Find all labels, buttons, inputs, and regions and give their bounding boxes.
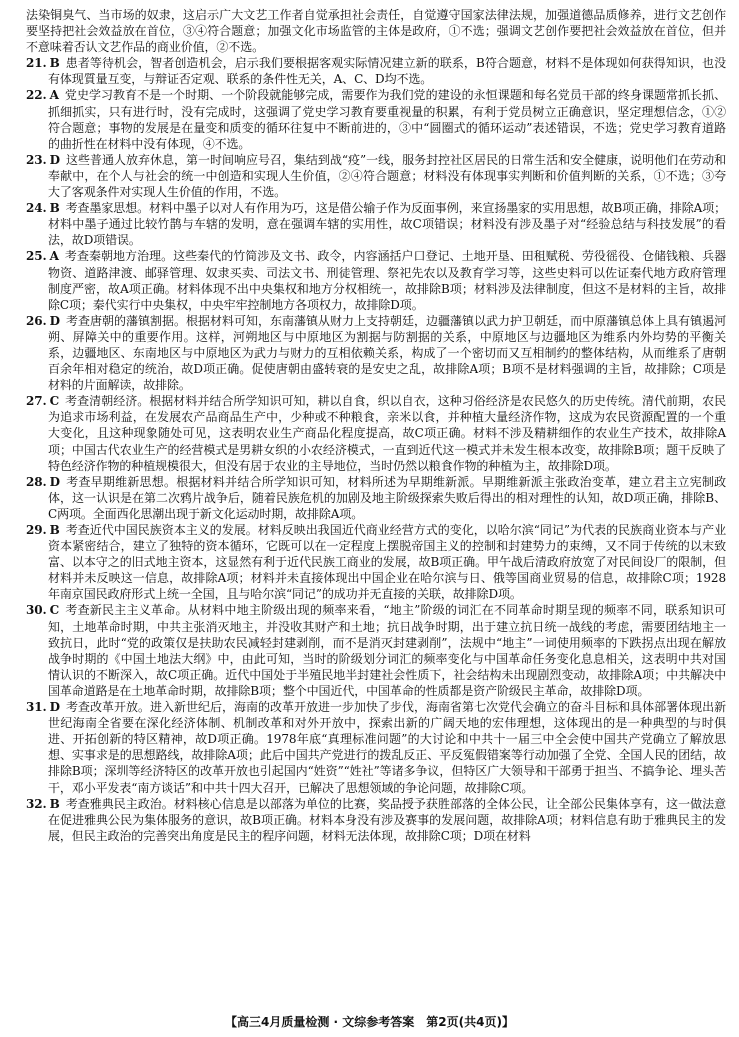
answer-item — [26, 248, 726, 312]
answer-letter: C — [49, 394, 60, 409]
question-number: 29. — [26, 523, 47, 537]
answer-letter: D — [49, 152, 60, 167]
explanation-text: 考查秦朝地方治理。这些秦代的竹简涉及文书、政令，内容涵括户口登记、土地开垦、田租赋税、劳役徭役、仓储钱粮、兵器物资、道路津渡、邮驿管理、奴隶买卖、司法文书、刑徒管理、祭祀先农以及教育学习等，这些史料可以佐证秦代地方政府管理制度严密，故A项正确。材料体现不出中央集权和地方分权相统一，故排除B项；材料涉及法律制度，但这不是材料的主旨，故排除C项；秦代实行中央集权，中央牢牢控制地方各项权力，故排除D项。 — [48, 249, 726, 312]
question-number: 25. — [26, 249, 47, 264]
question-number: 22. — [26, 88, 47, 103]
explanation-text: 考查新民主主义革命。从材料中地主阶级出现的频率来看，“地主”阶级的词汇在不同革命时期呈现的频率不同，联系知识可知，土地革命时期，中共主张消灭地主，并没收其财产和土地；抗日战争时期，出于建立抗日统一战线的考虑，需要团结地主一致抗日，此时“党的政策仅是扶助农民减轻封建剥削，而不是消灭封建剥削”，法规中“地主”一词使用频率的下跌拐点出现在解放战争时期的《中国土地法大纲》中，由此可知，当时的阶级划分词汇的频率变化与中国革命任务变化息息相关，这表明中共对国情认识的不断深入，故C项正确。近代中国处于半殖民地半封建社会性质下，社会结构未出现剧烈变动，故排除A项；中共解决中国革命道路是在土地革命时期，故排除B项；整个中国近代，中国革命的性质都是资产阶级民主革命，故排除D项。 — [48, 603, 726, 698]
question-number: 23. — [26, 152, 47, 167]
explanation-text: 考查近代中国民族资本主义的发展。材料反映出我国近代商业经营方式的变化，以哈尔滨“同记”为代表的民族商业资本与产业资本紧密结合，建立了独特的资本循环，它既可以在一定程度上摆脱帝国主义的控制和封建势力的束缚，又不同于传统的以末致富、以本守之的旧式地主资本，这显然有利于近代民族工商业的发展，故B项正确。甲午战后清政府放宽了对民间设厂的限制，但材料并未反映这一信息，故排除A项；材料并未直接体现出中国企业在哈尔滨与日、俄等国商业贸易的信息，故排除C项；1928年南京国民政府形式上统一全国，且与哈尔滨“同记”的成功并无直接的关联，故排除D项。 — [48, 523, 726, 602]
answer-item — [26, 313, 726, 393]
answer-item — [26, 87, 726, 151]
explanation-text: 党史学习教育不是一个时期、一个阶段就能够完成，需要作为我们党的建设的永恒课题和每名党员干部的终身课题常抓长抓、抓细抓实，只有进行时，没有完成时，这强调了党史学习教育要重视量的积累，有利于党员树立正确意识，坚定理想信念，①②符合题意；事物的发展是在量变和质变的循环往复中不断前进的，③中“圆圈式的循环运动”表述错误，不选；党史学习教育道路的曲折性在材料中没有体现，④不选。 — [48, 88, 726, 151]
question-number: 24. — [26, 201, 47, 216]
question-number: 26. — [26, 313, 47, 328]
answer-item — [26, 522, 726, 602]
explanation-text: 考查清朝经济。根据材料并结合所学知识可知，耕以自食，织以自衣，这种习俗经济是农民悠久的历史传统。清代前期，农民为追求市场利益，在发展农产品商品生产中，少种或不种粮食，亲米以食，并种植大量经济作物，这成为农民资源配置的一个重大变化，且这种现象随处可见，这表明农业生产商品化程度提高，故C项正确。材料不涉及精耕细作的农业生产技术，故排除A项；中国古代农业生产的经营模式是男耕女织的小农经济模式，一直到近代这一模式并未发生根本改变，故排除B项；题干反映了特色经济作物的种植规模很大，但没有居于农业的主导地位，当时仍然以粮食作物的种植为主，故排除D项。 — [48, 394, 726, 473]
answer-item — [26, 699, 726, 796]
question-number: 27. — [26, 394, 47, 409]
answer-item — [26, 796, 726, 844]
question-number: 21. — [26, 56, 47, 71]
answer-list — [26, 55, 726, 844]
answer-letter: D — [49, 474, 60, 489]
explanation-text: 考查唐朝的藩镇割据。根据材料可知，东南藩镇从财力上支持朝廷，边疆藩镇以武力护卫朝廷，而中原藩镇总体上具有镇遏河朔、屏障关中的重要作用。这样，河朔地区与中原地区为割据与防割据的关系，中原地区与边疆地区为维系内外均势的平衡关系，边疆地区、东南地区与中原地区为武力与财力的互相依赖关系，构成了一个密切而又互相制约的整体结构，从而维系了唐朝百余年相对稳定的统治，故D项正确。促使唐朝由盛转衰的是安史之乱，故排除A项；B项不是材料强调的主旨，故排除；C项是材料的片面解读，故排除。 — [48, 313, 726, 393]
explanation-text: 考查墨家思想。材料中墨子以对人有作用为巧，这是借公输子作为反面事例，来宣扬墨家的实用思想，故B项正确，排除A项；材料中墨子通过比较竹鹊与车辖的发明，意在强调车辖的实用性，故C项错误；材料没有涉及墨子对“经验总结与科技发展”的看法，故D项错误。 — [48, 201, 726, 248]
intro-paragraph: 法染铜臭气、当市场的奴隶，这启示广大文艺工作者自觉承担社会责任，自觉遵守国家法律法规，加强道德品质修养，进行文艺创作要坚持把社会效益放在首位，③④符合题意；加强文化市场监管的主体是政府，①不选；强调文艺创作要把社会效益放在首位，但并不意味着否认文艺作品的商业价值，②不选。 — [26, 8, 726, 55]
answer-letter: B — [49, 796, 60, 811]
question-number: 30. — [26, 603, 47, 618]
page-footer: 【高三4月质量检测 · 文综参考答案 第2页(共4页)】 — [225, 1015, 514, 1029]
answer-letter: B — [49, 201, 60, 216]
answer-content — [26, 7, 726, 844]
question-number: 31. — [26, 700, 47, 715]
question-number: 32. — [26, 796, 47, 811]
explanation-text: 考查改革开放。进入新世纪后，海南的改革开放进一步加快了步伐，海南省第七次党代会确立的奋斗目标和具体部署体现出新世纪海南全省要在深化经济体制、机制改革和对外开放中，探索出新的广阔天地的宏伟理想，这体现出的是一种典型的与时俱进、开拓创新的特区精神，故D项正确。1978年底“真理标准问题”的大讨论和中共十一届三中全会使中国共产党确立了解放思想、实事求是的思想路线，故排除A项；此后中国共产党进行的拨乱反正、平反冤假错案等行动加强了全党、全国人民的团结，故排除B项；深圳等经济特区的改革开放也引起国内“姓资”“姓社”等诸多争议，但特区广大领导和干部勇于担当、不搞争论、埋头苦干，邓小平发表“南方谈话”和中共十四大召开，已解决了思想领域的争论问题，故排除C项。 — [48, 700, 726, 795]
explanation-text: 考查早期维新思想。根据材料并结合所学知识可知，材料所述为早期维新派。早期维新派主张政治变革，建立君主立宪制政体，这一认识是在第二次鸦片战争后，随着民族危机的加剧及地主阶级探索失败后得出的相对理性的认知，故D项正确，排除B、C两项。全面西化思潮出现于新文化运动时期，故排除A项。 — [48, 474, 726, 521]
answer-item — [26, 602, 726, 699]
answer-item — [26, 152, 726, 200]
answer-item — [26, 393, 726, 473]
answer-letter: B — [49, 56, 60, 71]
answer-letter: C — [49, 603, 60, 618]
explanation-text: 患者等待机会，智者创造机会，启示我们要根据客观实际情况建立新的联系，B符合题意，材料不是体现如何获得知识，也没有体现質量互变，与辩证否定观、联系的条件性无关，A、C、D均不选。 — [48, 56, 726, 87]
explanation-text: 这些普通人放弃休息，第一时间响应号召，集结到战“疫”一线，服务封控社区居民的日常生活和安全健康，说明他们在劳动和奉献中，在个人与社会的统一中创造和实现人生价值，②④符合题意；材料没有体现事实判断和价值判断的关系，①不选；③夸大了客观条件对实现人生价值的作用，不选。 — [48, 152, 726, 200]
answer-letter: A — [49, 249, 59, 264]
answer-item — [26, 474, 726, 522]
explanation-text: 考查雅典民主政治。材料核心信息是以部落为单位的比赛，奖品授予获胜部落的全体公民，让全部公民集体享有，这一做法意在促进雅典公民为集体服务的意识，故B项正确。材料本身没有涉及赛事的发展问题，故排除A项；材料信息有助于雅典民主的发展，但民主政治的完善突出角度是民主的程序问题，材料无法体现，故排除C项；D项在材料 — [48, 796, 726, 843]
answer-item — [26, 55, 726, 87]
answer-letter: D — [49, 700, 60, 715]
answer-item — [26, 200, 726, 248]
answer-letter: D — [49, 313, 60, 328]
answer-letter: A — [49, 88, 59, 103]
question-number: 28. — [26, 474, 47, 489]
answer-letter: B — [49, 523, 60, 537]
